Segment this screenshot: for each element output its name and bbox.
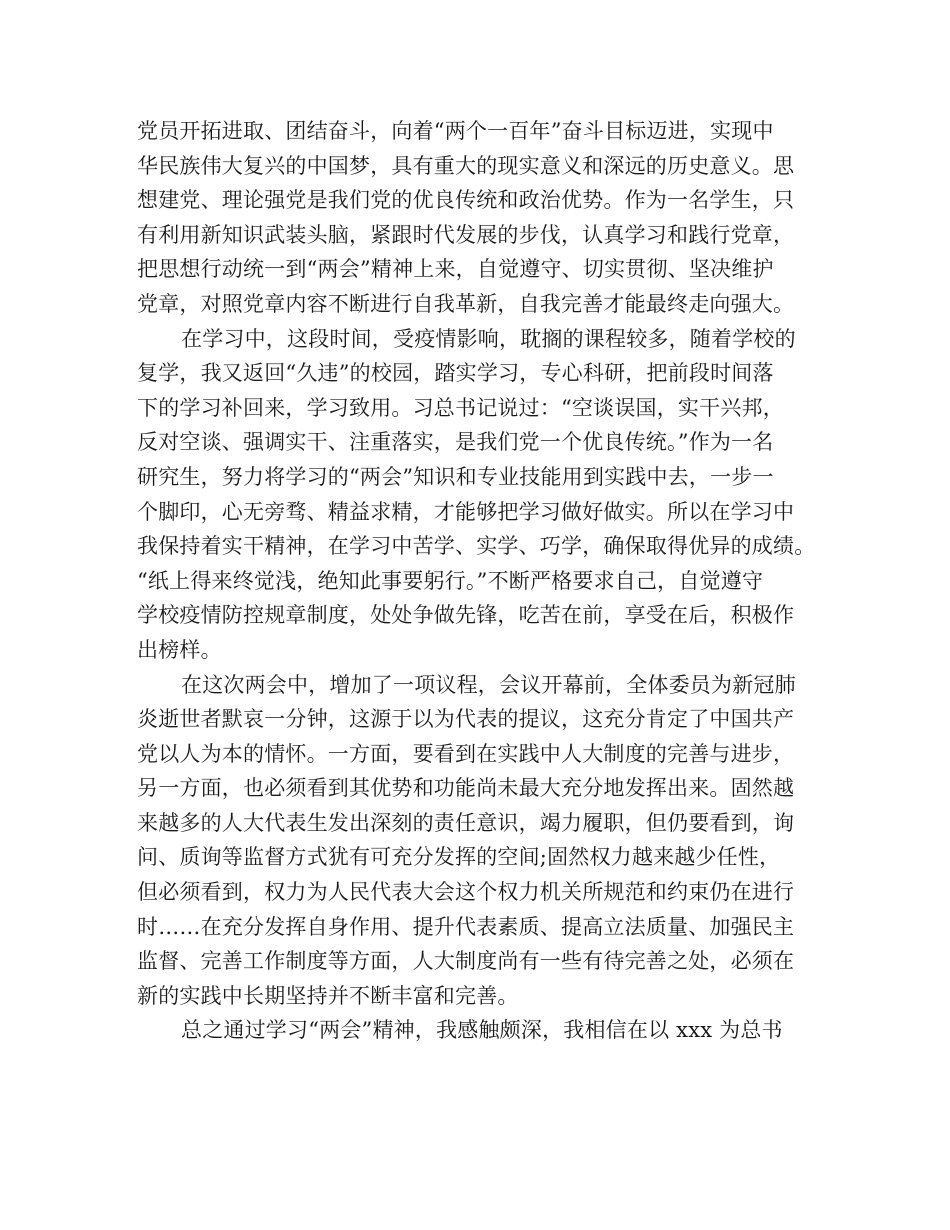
text-line: 下的学习补回来，学习致用。习总书记说过：“空谈误国，实干兴邦，: [137, 395, 784, 420]
text-line: 新的实践中长期坚持并不断丰富和完善。: [137, 983, 519, 1008]
text-line: 时……在充分发挥自身作用、提升代表素质、提高立法质量、加强民主: [137, 914, 795, 939]
text-line: 想建党、理论强党是我们党的优良传统和政治优势。作为一名学生，只: [137, 188, 795, 213]
paragraph-first-line: 在这次两会中，增加了一项议程，会议开幕前，全体委员为新冠肺: [181, 672, 796, 697]
text-line: 党以人为本的情怀。一方面，要看到在实践中人大制度的完善与进步，: [137, 741, 795, 766]
text-line: 炎逝世者默哀一分钟，这源于以为代表的提议，这充分肯定了中国共产: [137, 707, 795, 732]
text-line: 华民族伟大复兴的中国梦，具有重大的现实意义和深远的历史意义。思: [137, 153, 795, 178]
text-line: 复学，我又返回“久违”的校园，踏实学习，专心科研，把前段时间落: [137, 361, 774, 386]
text-line: 有利用新知识武装头脑，紧跟时代发展的步伐，认真学习和践行党章，: [137, 222, 795, 247]
text-line: 另一方面，也必须看到其优势和功能尚未最大充分地发挥出来。固然越: [137, 776, 795, 801]
text-line: 来越多的人大代表生发出深刻的责任意识，竭力履职，但仍要看到，询: [137, 810, 795, 835]
text-line: 个脚印，心无旁骛、精益求精，才能够把学习做好做实。所以在学习中: [137, 499, 795, 524]
text-line: 党章，对照党章内容不断进行自我革新，自我完善才能最终走向强大。: [137, 291, 795, 316]
text-line: 监督、完善工作制度等方面，人大制度尚有一些有待完善之处，必须在: [137, 949, 795, 974]
paragraph-first-line: 总之通过学习“两会”精神，我感触颇深，我相信在以 xxx 为总书: [181, 1018, 783, 1043]
paragraph-first-line: 在学习中，这段时间，受疫情影响，耽搁的课程较多，随着学校的: [181, 326, 796, 351]
body-text: [137, 114, 817, 1048]
text-line: 研究生，努力将学习的“两会”知识和专业技能用到实践中去，一步一: [137, 464, 774, 489]
text-line: 党员开拓进取、团结奋斗，向着“两个一百年”奋斗目标迈进，实现中: [137, 119, 774, 143]
text-line: 学校疫情防控规章制度，处处争做先锋，吃苦在前，享受在后，积极作: [137, 603, 795, 628]
text-line: 问、质询等监督方式犹有可充分发挥的空间;固然权力越来越少任性，: [137, 845, 781, 870]
text-line: 反对空谈、强调实干、注重落实，是我们党一个优良传统。”作为一名: [137, 430, 774, 455]
text-line: 把思想行动统一到“两会”精神上来，自觉遵守、切实贯彻、坚决维护: [137, 257, 774, 282]
text-line: “纸上得来终觉浅，绝知此事要躬行。”不断严格要求自己，自觉遵守: [137, 568, 764, 593]
text-line: 但必须看到，权力为人民代表大会这个权力机关所规范和约束仍在进行: [137, 880, 795, 905]
text-line: 出榜样。: [137, 637, 222, 662]
text-line: 我保持着实干精神，在学习中苦学、实学、巧学，确保取得优异的成绩。: [137, 534, 816, 559]
